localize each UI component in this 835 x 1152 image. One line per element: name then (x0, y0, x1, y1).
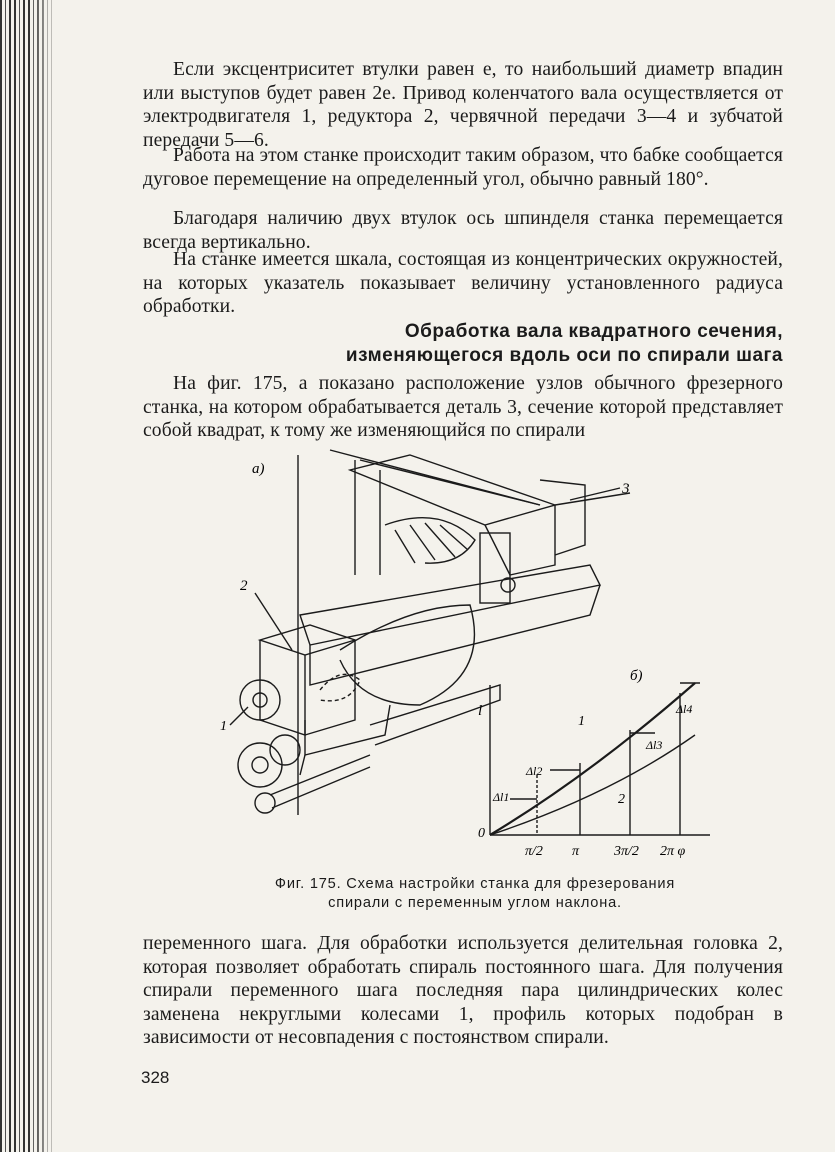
delta-l4: Δl4 (676, 702, 693, 716)
curve-1-label: 1 (578, 714, 585, 729)
workpiece-shaft (340, 605, 474, 705)
x-tick-3pi-half: 3π/2 (614, 844, 639, 859)
milling-cutter (385, 518, 475, 563)
curve-2-label: 2 (618, 792, 625, 807)
heading-line-2: изменяющегося вдоль оси по спирали шага (345, 344, 783, 366)
graph-y-label: l (478, 703, 483, 719)
page-number: 328 (141, 1068, 170, 1087)
section-heading (300, 320, 783, 367)
graph-origin: 0 (478, 826, 485, 841)
caption-line-2: спирали с переменным углом наклона. (328, 895, 622, 911)
part-label-1: 1 (220, 719, 227, 734)
machine-table (300, 565, 600, 645)
heading-line-1: Обработка вала квадратного сечения, (404, 321, 783, 342)
gear-1-lower (238, 743, 282, 787)
leader-1 (230, 707, 248, 725)
figure-caption (200, 875, 750, 913)
delta-l2: Δl2 (526, 764, 543, 778)
label-a: a) (252, 461, 265, 477)
dividing-head-top (260, 625, 355, 655)
curve-1 (490, 683, 695, 835)
x-tick-pi: π (572, 844, 580, 859)
x-tick-2pi-phi: 2π φ (660, 844, 686, 859)
x-tick-pi-half: π/2 (525, 844, 543, 859)
part-label-2: 2 (240, 578, 248, 594)
paragraph-6: переменного шага. Для обработки используется делительная головка 2, которая позволяет обработать спираль постоянного шага. Для получения спирали переменного шага последняя пара цилиндрических колес заменена некруглыми колесами 1, профиль которых подобран в зависимости от несовпадения с постоянством спирали. (143, 933, 783, 1048)
gear-intermediate (270, 735, 300, 765)
paragraph-5: На фиг. 175, a показано расположение узлов обычного фрезерного станка, на котором обрабатывается деталь 3, сечение которой представляет собой квадрат, к тому же изменяющийся по спирали (143, 373, 783, 441)
paragraph-1: Если эксцентриситет втулки равен e, то наибольший диаметр впадин или выступов будет равен 2e. Привод коленчатого вала осуществляется от электродвигателя 1, редуктора 2, червячной передачи 3—4 и зубчатой передачи 5—6. (143, 59, 783, 151)
paragraph-2: Работа на этом станке происходит таким образом, что бабке сообщается дуговое перемещение на определенный угол, обычно равный 180°. (143, 145, 783, 190)
paragraph-3: Благодаря наличию двух втулок ось шпинделя станка перемещается всегда вертикально. (143, 208, 783, 253)
head-base (305, 705, 390, 755)
figure-175 (210, 445, 730, 870)
curve-2 (490, 735, 695, 835)
delta-l3: Δl3 (646, 738, 663, 752)
drive-pulley (255, 793, 275, 813)
part-label-3: 3 (622, 481, 630, 497)
paragraph-4: На станке имеется шкала, состоящая из концентрических окружностей, на которых указатель показывает величину установленного радиуса обработки. (143, 249, 783, 317)
part-3-body (540, 480, 585, 555)
binding-fade (30, 0, 60, 1152)
caption-line-1: Фиг. 175. Схема настройки станка для фрезерования (274, 876, 676, 892)
label-b: б) (630, 668, 643, 684)
delta-l1: Δl1 (493, 790, 510, 804)
